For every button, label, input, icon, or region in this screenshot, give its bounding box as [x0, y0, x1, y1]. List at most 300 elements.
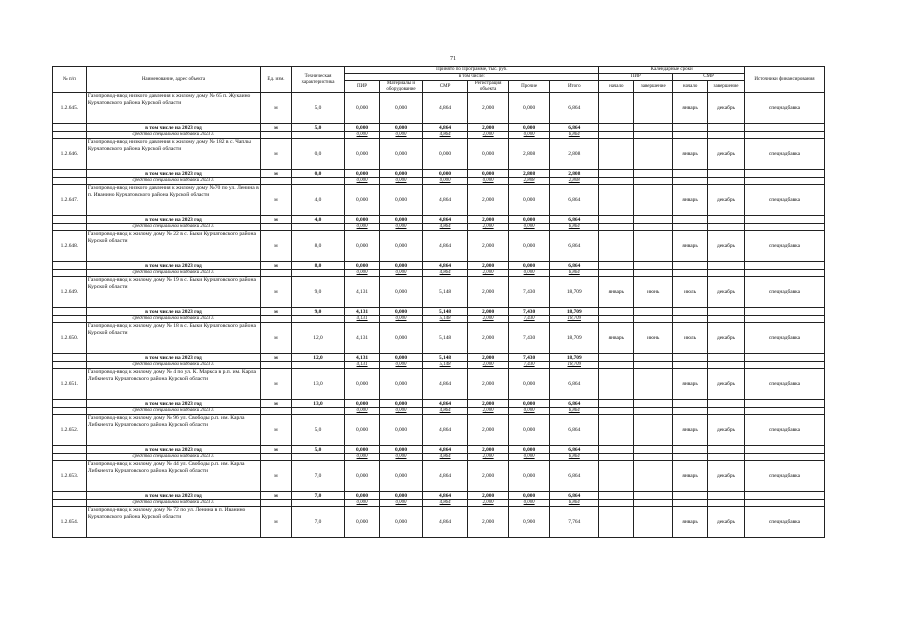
object-total: 18,709 [550, 323, 599, 354]
object-other: 0,900 [509, 507, 550, 538]
subtotal-row [53, 262, 825, 270]
fund-empty [291, 500, 344, 507]
header-other: Прочие [509, 81, 550, 93]
object-name: Газопровод-ввод низкого давления к жилому дому №70 по ул. Ленина в п. Иванино Курчатовского района Курской области [86, 185, 260, 216]
subtotal-empty [634, 308, 673, 316]
object-total: 7,764 [550, 507, 599, 538]
subtotal-label: в том числе на 2023 год [86, 308, 260, 316]
subtotal-other: 7,430 [509, 354, 550, 362]
subtotal-empty [744, 124, 824, 132]
subtotal-smr: 4,864 [423, 492, 468, 500]
subtotal-empty [53, 446, 87, 454]
object-other: 0,000 [509, 93, 550, 124]
fund-empty [708, 408, 745, 415]
subtotal-empty [53, 354, 87, 362]
object-smr: 4,864 [423, 461, 468, 492]
fund-empty [53, 132, 87, 139]
header-smr-end: завершение [708, 81, 745, 93]
object-mat: 0,000 [379, 277, 422, 308]
subtotal-other: 0,000 [509, 262, 550, 270]
subtotal-mat: 0,000 [379, 124, 422, 132]
object-other: 0,000 [509, 231, 550, 262]
object-total: 6,864 [550, 93, 599, 124]
fund-empty [599, 408, 634, 415]
subtotal-label: в том числе на 2023 год [86, 354, 260, 362]
fund-label: средства специальной надбавки 2023 г. [86, 362, 260, 369]
subtotal-row [53, 170, 825, 178]
object-pir-end [634, 231, 673, 262]
object-smr-end: декабрь [708, 277, 745, 308]
object-mat: 0,000 [379, 185, 422, 216]
table-row [53, 231, 825, 262]
subtotal-row [53, 216, 825, 224]
fund-empty [634, 224, 673, 231]
object-tech: 7,0 [291, 507, 344, 538]
object-pir-start [599, 231, 634, 262]
fund-reg: 2,000 [468, 408, 509, 415]
fund-mat: 0,000 [379, 362, 422, 369]
subtotal-empty [744, 492, 824, 500]
subtotal-label: в том числе на 2023 год [86, 400, 260, 408]
fund-smr: 4,864 [423, 408, 468, 415]
subtotal-pir: 4,131 [345, 308, 380, 316]
header-source: Источники финансирования [744, 67, 824, 93]
fund-empty [53, 270, 87, 277]
subtotal-smr: 5,148 [423, 354, 468, 362]
fund-reg: 2,000 [468, 454, 509, 461]
fund-mat: 0,000 [379, 132, 422, 139]
fund-reg: 2,000 [468, 500, 509, 507]
subtotal-total: 6,864 [550, 124, 599, 132]
subtotal-other: 0,000 [509, 400, 550, 408]
subtotal-empty [599, 216, 634, 224]
fund-empty [261, 316, 292, 323]
fund-reg: 0,000 [468, 178, 509, 185]
fund-empty [744, 454, 824, 461]
subtotal-empty [599, 170, 634, 178]
object-smr-start: январь [673, 139, 708, 170]
object-total: 6,864 [550, 369, 599, 400]
fund-label: средства специальной надбавки 2023 г. [86, 224, 260, 231]
fund-empty [634, 500, 673, 507]
object-pir-start: январь [599, 323, 634, 354]
fund-empty [744, 316, 824, 323]
table-header [53, 67, 825, 93]
fund-reg: 2,000 [468, 362, 509, 369]
fund-pir: 4,131 [345, 316, 380, 323]
object-reg: 2,000 [468, 369, 509, 400]
object-pir-start [599, 507, 634, 538]
subtotal-total: 6,864 [550, 216, 599, 224]
fund-empty [634, 408, 673, 415]
subtotal-tech: 9,0 [291, 308, 344, 316]
fund-empty [708, 500, 745, 507]
object-number: 1.2.646. [53, 139, 87, 170]
object-smr-start: январь [673, 369, 708, 400]
fund-empty [744, 178, 824, 185]
subtotal-label: в том числе на 2023 год [86, 446, 260, 454]
fund-smr: 4,864 [423, 132, 468, 139]
object-source: спецнадбавка [744, 507, 824, 538]
fund-empty [291, 132, 344, 139]
object-number: 1.2.652. [53, 415, 87, 446]
subtotal-row [53, 400, 825, 408]
fund-empty [673, 316, 708, 323]
fund-empty [744, 408, 824, 415]
fund-reg: 2,000 [468, 132, 509, 139]
fund-label: средства специальной надбавки 2023 г. [86, 454, 260, 461]
subtotal-label: в том числе на 2023 год [86, 170, 260, 178]
subtotal-pir: 0,000 [345, 124, 380, 132]
subtotal-tech: 8,0 [291, 262, 344, 270]
object-smr-start: январь [673, 415, 708, 446]
subtotal-mat: 0,000 [379, 400, 422, 408]
subtotal-empty [53, 216, 87, 224]
subtotal-mat: 0,000 [379, 308, 422, 316]
object-number: 1.2.653. [53, 461, 87, 492]
fund-empty [53, 316, 87, 323]
subtotal-empty [634, 492, 673, 500]
fund-row [53, 362, 825, 369]
object-unit: м [261, 369, 292, 400]
fund-row [53, 454, 825, 461]
fund-mat: 0,000 [379, 408, 422, 415]
fund-empty [634, 132, 673, 139]
subtotal-empty [744, 446, 824, 454]
object-pir: 0,000 [345, 139, 380, 170]
subtotal-label: в том числе на 2023 год [86, 124, 260, 132]
object-other: 0,000 [509, 461, 550, 492]
program-table [52, 66, 825, 538]
subtotal-pir: 0,000 [345, 492, 380, 500]
object-pir-end [634, 507, 673, 538]
object-pir-start [599, 461, 634, 492]
header-cal-smr: СМР [673, 74, 745, 81]
object-name: Газопровод-ввод к жилому дому № 22 в с. Быки Курчатовского района Курской области [86, 231, 260, 262]
object-name: Газопровод-ввод к жилому дому № 44 ул. Свободы р.п. им. Карла Либкнехта Курчатовского района Курской области [86, 461, 260, 492]
object-pir-end: июнь [634, 323, 673, 354]
fund-other: 0,000 [509, 270, 550, 277]
subtotal-tech: 0,0 [291, 170, 344, 178]
object-tech: 0,0 [291, 139, 344, 170]
subtotal-empty [599, 492, 634, 500]
fund-mat: 0,000 [379, 316, 422, 323]
subtotal-reg: 2,000 [468, 354, 509, 362]
subtotal-empty [599, 124, 634, 132]
fund-other: 0,000 [509, 454, 550, 461]
subtotal-empty [599, 354, 634, 362]
header-smr-start: начало [673, 81, 708, 93]
object-name: Газопровод-ввод к жилому дому № 4 по ул. К. Маркса в р.п. им. Карла Либкнехта Курчатовского района Курской области [86, 369, 260, 400]
subtotal-mat: 0,000 [379, 170, 422, 178]
object-unit: м [261, 139, 292, 170]
fund-other: 7,430 [509, 362, 550, 369]
object-smr: 5,148 [423, 277, 468, 308]
fund-other: 2,808 [509, 178, 550, 185]
object-pir: 0,000 [345, 93, 380, 124]
object-reg: 2,000 [468, 323, 509, 354]
header-materials: Материалы и оборудование [379, 81, 422, 93]
fund-reg: 2,000 [468, 224, 509, 231]
fund-empty [291, 178, 344, 185]
subtotal-mat: 0,000 [379, 492, 422, 500]
object-tech: 8,0 [291, 231, 344, 262]
table-row [53, 93, 825, 124]
fund-row [53, 270, 825, 277]
object-pir-end [634, 461, 673, 492]
header-pir: ПИР [345, 81, 380, 93]
subtotal-empty [708, 400, 745, 408]
object-source: спецнадбавка [744, 369, 824, 400]
object-source: спецнадбавка [744, 323, 824, 354]
subtotal-empty [708, 170, 745, 178]
subtotal-total: 2,808 [550, 170, 599, 178]
fund-empty [291, 362, 344, 369]
subtotal-empty [53, 492, 87, 500]
object-tech: 7,0 [291, 461, 344, 492]
subtotal-row [53, 308, 825, 316]
object-pir: 0,000 [345, 461, 380, 492]
subtotal-total: 6,864 [550, 492, 599, 500]
subtotal-mat: 0,000 [379, 354, 422, 362]
object-pir: 0,000 [345, 231, 380, 262]
object-mat: 0,000 [379, 231, 422, 262]
subtotal-empty [634, 216, 673, 224]
fund-mat: 0,000 [379, 270, 422, 277]
subtotal-empty [673, 216, 708, 224]
subtotal-pir: 0,000 [345, 446, 380, 454]
subtotal-row [53, 492, 825, 500]
subtotal-empty [673, 170, 708, 178]
subtotal-pir: 0,000 [345, 170, 380, 178]
subtotal-unit: м [261, 354, 292, 362]
fund-empty [708, 178, 745, 185]
object-name: Газопровод-ввод к жилому дому № 72 по ул. Ленина в п. Иванино Курчатовского района Курской области [86, 507, 260, 538]
fund-empty [673, 362, 708, 369]
object-mat: 0,000 [379, 369, 422, 400]
fund-empty [634, 178, 673, 185]
object-tech: 9,0 [291, 277, 344, 308]
header-incl: в том числе: [345, 74, 599, 81]
subtotal-tech: 7,0 [291, 492, 344, 500]
fund-total: 6,864 [550, 270, 599, 277]
object-number: 1.2.654. [53, 507, 87, 538]
fund-empty [599, 316, 634, 323]
object-source: спецнадбавка [744, 231, 824, 262]
fund-label: средства специальной надбавки 2023 г. [86, 500, 260, 507]
fund-row [53, 132, 825, 139]
object-tech: 13,0 [291, 369, 344, 400]
subtotal-empty [744, 262, 824, 270]
fund-empty [599, 454, 634, 461]
header-unit: Ед. изм. [261, 67, 292, 93]
object-other: 0,000 [509, 185, 550, 216]
subtotal-unit: м [261, 262, 292, 270]
fund-reg: 2,000 [468, 270, 509, 277]
fund-empty [673, 132, 708, 139]
subtotal-label: в том числе на 2023 год [86, 262, 260, 270]
object-reg: 2,000 [468, 93, 509, 124]
object-smr-start: июль [673, 323, 708, 354]
table-row [53, 323, 825, 354]
fund-empty [261, 362, 292, 369]
fund-empty [673, 178, 708, 185]
subtotal-mat: 0,000 [379, 446, 422, 454]
object-mat: 0,000 [379, 461, 422, 492]
fund-pir: 0,000 [345, 132, 380, 139]
object-pir: 0,000 [345, 369, 380, 400]
fund-reg: 2,000 [468, 316, 509, 323]
object-pir: 0,000 [345, 185, 380, 216]
object-smr-end: декабрь [708, 93, 745, 124]
object-other: 2,808 [509, 139, 550, 170]
object-pir-end [634, 185, 673, 216]
fund-empty [261, 408, 292, 415]
object-source: спецнадбавка [744, 185, 824, 216]
fund-empty [673, 270, 708, 277]
object-smr: 4,864 [423, 369, 468, 400]
fund-empty [291, 316, 344, 323]
fund-empty [673, 500, 708, 507]
subtotal-total: 6,864 [550, 400, 599, 408]
object-smr-start: июль [673, 277, 708, 308]
subtotal-tech: 5,0 [291, 124, 344, 132]
object-pir-end [634, 139, 673, 170]
fund-empty [599, 270, 634, 277]
subtotal-unit: м [261, 400, 292, 408]
subtotal-tech: 13,0 [291, 400, 344, 408]
subtotal-empty [673, 354, 708, 362]
subtotal-empty [708, 308, 745, 316]
subtotal-empty [673, 492, 708, 500]
header-name: Наименование, адрес объекта [86, 67, 260, 93]
object-unit: м [261, 461, 292, 492]
object-smr: 4,864 [423, 231, 468, 262]
object-name: Газопровод-ввод низкого давления к жилому дому № 65 п. Жукаино Курчатовского района Курской области [86, 93, 260, 124]
object-smr-start: январь [673, 93, 708, 124]
object-unit: м [261, 323, 292, 354]
object-unit: м [261, 507, 292, 538]
fund-mat: 0,000 [379, 178, 422, 185]
subtotal-empty [744, 354, 824, 362]
object-pir-start [599, 139, 634, 170]
fund-mat: 0,000 [379, 454, 422, 461]
object-source: спецнадбавка [744, 415, 824, 446]
subtotal-smr: 0,000 [423, 170, 468, 178]
header-registration: Регистрация объекта [468, 81, 509, 93]
subtotal-empty [634, 354, 673, 362]
table-row [53, 507, 825, 538]
object-other: 7,430 [509, 323, 550, 354]
object-smr-start: январь [673, 507, 708, 538]
subtotal-reg: 2,000 [468, 124, 509, 132]
subtotal-empty [53, 308, 87, 316]
fund-empty [261, 500, 292, 507]
subtotal-smr: 4,864 [423, 124, 468, 132]
subtotal-reg: 2,000 [468, 262, 509, 270]
object-reg: 2,000 [468, 277, 509, 308]
object-source: спецнадбавка [744, 139, 824, 170]
object-pir-start [599, 185, 634, 216]
fund-empty [53, 454, 87, 461]
subtotal-empty [708, 216, 745, 224]
subtotal-empty [708, 492, 745, 500]
subtotal-empty [673, 446, 708, 454]
subtotal-empty [708, 354, 745, 362]
fund-empty [744, 270, 824, 277]
fund-pir: 0,000 [345, 500, 380, 507]
object-other: 0,000 [509, 415, 550, 446]
object-smr-start: январь [673, 461, 708, 492]
object-reg: 2,000 [468, 507, 509, 538]
fund-empty [261, 454, 292, 461]
fund-total: 2,808 [550, 178, 599, 185]
header-pir-start: начало [599, 81, 634, 93]
subtotal-empty [744, 400, 824, 408]
fund-pir: 0,000 [345, 408, 380, 415]
object-pir-end: июнь [634, 277, 673, 308]
object-pir-end [634, 369, 673, 400]
fund-total: 6,864 [550, 454, 599, 461]
table-row [53, 461, 825, 492]
fund-total: 18,709 [550, 316, 599, 323]
subtotal-unit: м [261, 308, 292, 316]
fund-total: 6,864 [550, 132, 599, 139]
fund-empty [261, 178, 292, 185]
header-program: Принято по Программе, тыс. руб. [345, 67, 599, 74]
object-unit: м [261, 231, 292, 262]
object-smr: 0,000 [423, 139, 468, 170]
subtotal-unit: м [261, 446, 292, 454]
subtotal-pir: 0,000 [345, 400, 380, 408]
fund-empty [708, 270, 745, 277]
object-smr-end: декабрь [708, 507, 745, 538]
fund-empty [53, 224, 87, 231]
fund-row [53, 408, 825, 415]
object-smr: 5,148 [423, 323, 468, 354]
subtotal-empty [53, 124, 87, 132]
subtotal-tech: 12,0 [291, 354, 344, 362]
object-source: спецнадбавка [744, 277, 824, 308]
object-reg: 0,000 [468, 139, 509, 170]
subtotal-mat: 0,000 [379, 216, 422, 224]
object-name: Газопровод-ввод к жилому дому № 96 ул. Свободы р.п. им. Карла Либкнехта Курчатовского района Курской области [86, 415, 260, 446]
subtotal-total: 18,709 [550, 354, 599, 362]
object-pir: 0,000 [345, 415, 380, 446]
subtotal-other: 7,430 [509, 308, 550, 316]
fund-row [53, 316, 825, 323]
header-calendar: Календарные сроки [599, 67, 745, 74]
fund-empty [599, 224, 634, 231]
object-smr: 4,864 [423, 507, 468, 538]
object-total: 6,864 [550, 415, 599, 446]
fund-smr: 4,864 [423, 224, 468, 231]
object-smr: 4,864 [423, 415, 468, 446]
fund-mat: 0,000 [379, 500, 422, 507]
subtotal-reg: 2,000 [468, 308, 509, 316]
fund-empty [261, 224, 292, 231]
fund-row [53, 178, 825, 185]
subtotal-pir: 4,131 [345, 354, 380, 362]
subtotal-other: 0,000 [509, 216, 550, 224]
object-pir-start [599, 93, 634, 124]
fund-label: средства специальной надбавки 2023 г. [86, 316, 260, 323]
object-smr: 4,864 [423, 93, 468, 124]
fund-empty [291, 454, 344, 461]
subtotal-pir: 0,000 [345, 216, 380, 224]
subtotal-label: в том числе на 2023 год [86, 216, 260, 224]
fund-empty [599, 500, 634, 507]
